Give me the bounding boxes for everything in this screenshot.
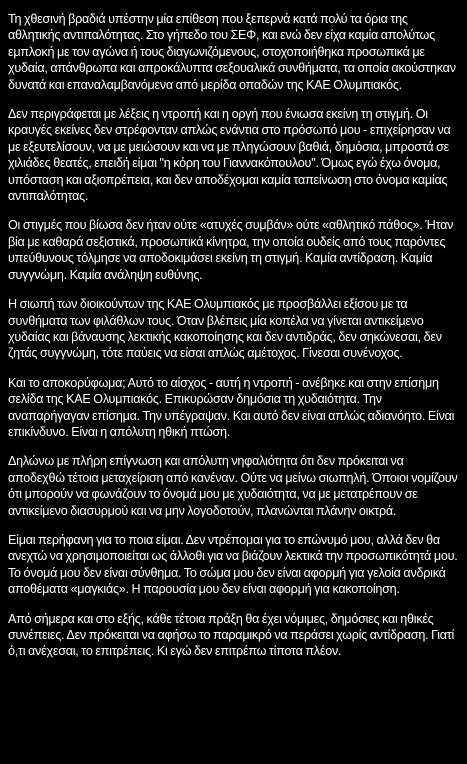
paragraph-8: Από σήμερα και στο εξής, κάθε τέτοια πράξη θα έχει νόμιμες, δημόσιες και ηθικές συνέπειες. Δεν πρόκειται να αφήσω το παραμικρό να περάσει χωρίς αντίδραση. Γιατί ό,τι ανέχεσαι, το επιτρέπεις. Κι εγώ δεν επιτρέπω τίποτα πλέον. bbox=[8, 611, 455, 659]
paragraph-4: Η σιωπή των διοικούντων της ΚΑΕ Ολυμπιακός με προσβάλλει εξίσου με τα συνθήματα των φιλάθλων τους. Όταν βλέπεις μία κοπέλα να γίνεται αντικείμενο χυδαίας και βάναυσης λεκτικής κακοποίησης και δεν αντιδράς, δεν σηκώνεσαι, δεν ζητάς συγγνώμη, τότε παύεις να είσαι απλώς αμέτοχος. Γίνεσαι συνένοχος. bbox=[8, 297, 442, 361]
paragraph-5: Και το αποκορύφωμα; Αυτό το αίσχος - αυτή η ντροπή - ανέβηκε και στην επίσημη σελίδα της ΚΑΕ Ολυμπιακός. Επικυρώσαν δημόσια τη χυδαιότητα. Την αναπαρήγαγαν επίσημα. Την υπέγραψαν. Και αυτό δεν είναι απλώς αδιανόητο. Είναι επικίνδυνο. Είναι η απόλυτη ηθική πτώση. bbox=[8, 375, 455, 439]
paragraph-2: Δεν περιγράφεται με λέξεις η ντροπή και η οργή που ένιωσα εκείνη τη στιγμή. Οι κραυγές εκείνες δεν στρέφονταν απλώς ενάντια στο πρόσωπό μου - επιχείρησαν να με εξευτελίσουν, να με μειώσουν και να με πληγώσουν βαθιά, δημόσια, μπροστά σε χιλιάδες θεατές, επειδή είμαι "η κόρη του Γιαννακόπουλου". Όμως εγώ έχω όνομα, υπόσταση και αξιοπρέπεια, και δεν αποδέχομαι καμία ταπείνωση στο όνομα καμίας αντιπαλότητας. bbox=[8, 107, 451, 204]
paragraph-6: Δηλώνω με πλήρη επίγνωση και απόλυτη νηφαλιότητα ότι δεν πρόκειται να αποδεχθώ τέτοια μεταχείριση από κανέναν. Ούτε να μείνω σιωπηλή. Όποιοι νομίζουν ότι μπορούν να φωνάζουν το όνομά μου με χυδαιότητα, να με μετατρέπουν σε αντικείμενο διασυρμού και να μην λογοδοτούν, πλανώνται πλάνην οικτρά. bbox=[8, 454, 458, 518]
paragraph-7: Είμαι περήφανη για το ποια είμαι. Δεν ντρέπομαι για το επώνυμό μου, αλλά δεν θα ανεχτώ να χρησιμοποιείται ως άλλοθι για να βιάζουν λεκτικά την προσωπικότητά μου. Το όνομά μου δεν είναι σύνθημα. Το σώμα μου δεν είναι αφορμή για γελοία ανδρικά αποθέματα «μαγκιάς». Η παρουσία μου δεν είναι αφορμή για κακοποίηση. bbox=[8, 532, 458, 597]
paragraph-3: Οι στιγμές που βίωσα δεν ήταν ούτε «ατυχές συμβάν» ούτε «αθλητικό πάθος». Ήταν βία με καθαρά σεξιστικά, προσωπικά κίνητρα, την οποία ουδείς από τους παρόντες υπεύθυνους τόλμησε να αποδοκιμάσει εκείνη τη στιγμή. Καμία αντίδραση. Καμία συγγνώμη. Καμία ανάληψη ευθύνης. bbox=[8, 218, 454, 282]
paragraph-1: Τη χθεσινή βραδιά υπέστην μία επίθεση που ξεπερνά κατά πολύ τα όρια της αθλητικής αντιπαλότητας. Στο γήπεδο του ΣΕΦ, και ενώ δεν είχα καμία απολύτως εμπλοκή με τον αγώνα ή τους διαγωνιζόμενους, στοχοποιήθηκα προσωπικά με χυδαία, απάνθρωπα και απροκάλυπτα σεξουαλικά συνθήματα, τα οποία ακούστηκαν δυνατά και επαναλαμβανόμενα από μερίδα οπαδών της ΚΑΕ Ολυμπιακός. bbox=[8, 12, 456, 92]
